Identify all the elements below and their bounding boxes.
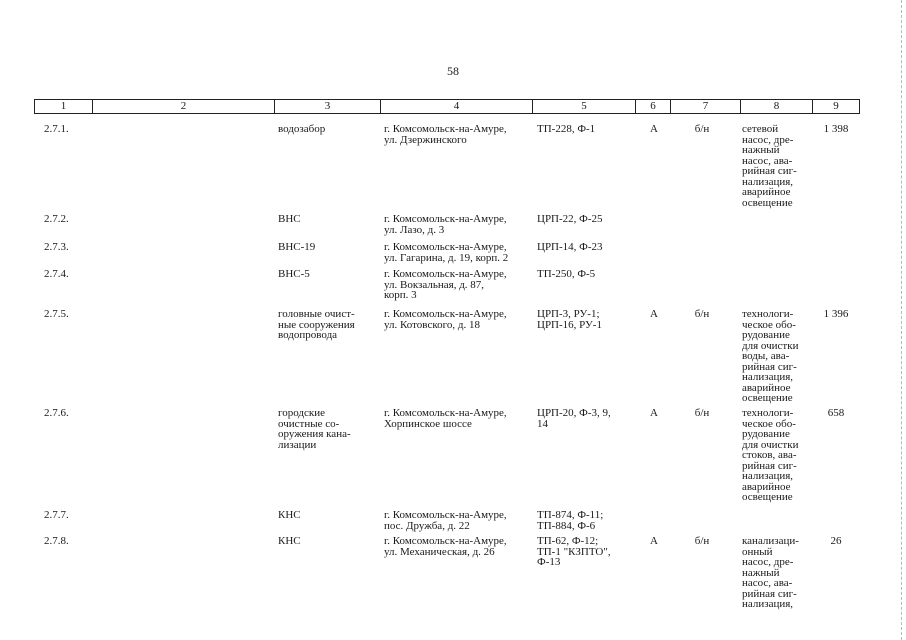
- load-value: 1 396: [823, 308, 849, 320]
- object-address: г. Комсомольск-на-Амуре, Хорпинское шоссе: [384, 407, 507, 430]
- power-source: ЦРП-20, Ф-3, 9, 14: [537, 407, 611, 430]
- column-header-9: 9: [812, 100, 859, 113]
- object-name: ВНС-5: [278, 268, 310, 280]
- column-header-7: 7: [670, 100, 740, 113]
- object-name: городские очистные со- оружения кана- лизации: [278, 407, 351, 451]
- reliability-category: А: [650, 535, 658, 547]
- equipment-list: технологи- ческое обо- рудование для очистки стоков, ава- рийная сиг- нализация, аварийное освещение: [742, 407, 799, 503]
- document-number: б/н: [694, 308, 710, 320]
- object-name: КНС: [278, 509, 301, 521]
- object-address: г. Комсомольск-на-Амуре, ул. Котовского, д. 18: [384, 308, 507, 331]
- table-header: [34, 99, 860, 114]
- reliability-category: А: [650, 308, 658, 320]
- page-edge-divider: [900, 0, 902, 640]
- reliability-category: А: [650, 407, 658, 419]
- column-header-5: 5: [532, 100, 635, 113]
- object-address: г. Комсомольск-на-Амуре, ул. Механическая, д. 26: [384, 535, 507, 558]
- object-address: г. Комсомольск-на-Амуре, ул. Лазо, д. 3: [384, 213, 507, 236]
- load-value: 1 398: [823, 123, 849, 135]
- row-number: 2.7.7.: [44, 509, 69, 521]
- object-name: КНС: [278, 535, 301, 547]
- power-source: ЦРП-3, РУ-1; ЦРП-16, РУ-1: [537, 308, 602, 331]
- power-source: ТП-250, Ф-5: [537, 268, 596, 280]
- reliability-category: А: [650, 123, 658, 135]
- object-name: ВНС: [278, 213, 301, 225]
- document-number: б/н: [694, 535, 710, 547]
- equipment-list: технологи- ческое обо- рудование для очистки воды, ава- рийная сиг- нализация, аварийное освещение: [742, 308, 799, 404]
- object-name: ВНС-19: [278, 241, 316, 253]
- object-name: головные очист- ные сооружения водопровода: [278, 308, 355, 341]
- object-address: г. Комсомольск-на-Амуре, ул. Вокзальная, д. 87, корп. 3: [384, 268, 507, 301]
- row-number: 2.7.1.: [44, 123, 69, 135]
- power-source: ЦРП-22, Ф-25: [537, 213, 603, 225]
- load-value: 658: [827, 407, 845, 419]
- page-number: 58: [447, 64, 459, 78]
- column-header-4: 4: [380, 100, 532, 113]
- column-header-1: 1: [60, 100, 67, 112]
- document-number: б/н: [694, 407, 710, 419]
- object-address: г. Комсомольск-на-Амуре, ул. Дзержинского: [384, 123, 507, 146]
- power-source: ТП-228, Ф-1: [537, 123, 596, 135]
- column-header-8: 8: [740, 100, 812, 113]
- object-address: г. Комсомольск-на-Амуре, пос. Дружба, д. 22: [384, 509, 507, 532]
- column-header-3: 3: [274, 100, 380, 113]
- equipment-list: канализаци- онный насос, дре- нажный насос, ава- рийная сиг- нализация,: [742, 535, 799, 610]
- document-number: б/н: [694, 123, 710, 135]
- object-address: г. Комсомольск-на-Амуре, ул. Гагарина, д. 19, корп. 2: [384, 241, 509, 264]
- row-number: 2.7.5.: [44, 308, 69, 320]
- load-value: 26: [830, 535, 842, 547]
- row-number: 2.7.3.: [44, 241, 69, 253]
- row-number: 2.7.4.: [44, 268, 69, 280]
- row-number: 2.7.2.: [44, 213, 69, 225]
- equipment-list: сетевой насос, дре- нажный насос, ава- рийная сиг- нализация, аварийное освещение: [742, 123, 797, 209]
- power-source: ЦРП-14, Ф-23: [537, 241, 603, 253]
- row-number: 2.7.6.: [44, 407, 69, 419]
- row-number: 2.7.8.: [44, 535, 69, 547]
- power-source: ТП-874, Ф-11; ТП-884, Ф-6: [537, 509, 604, 532]
- column-header-6: 6: [635, 100, 670, 113]
- power-source: ТП-62, Ф-12; ТП-1 "КЗПТО", Ф-13: [537, 535, 611, 568]
- object-name: водозабор: [278, 123, 326, 135]
- column-header-2: 2: [92, 100, 274, 113]
